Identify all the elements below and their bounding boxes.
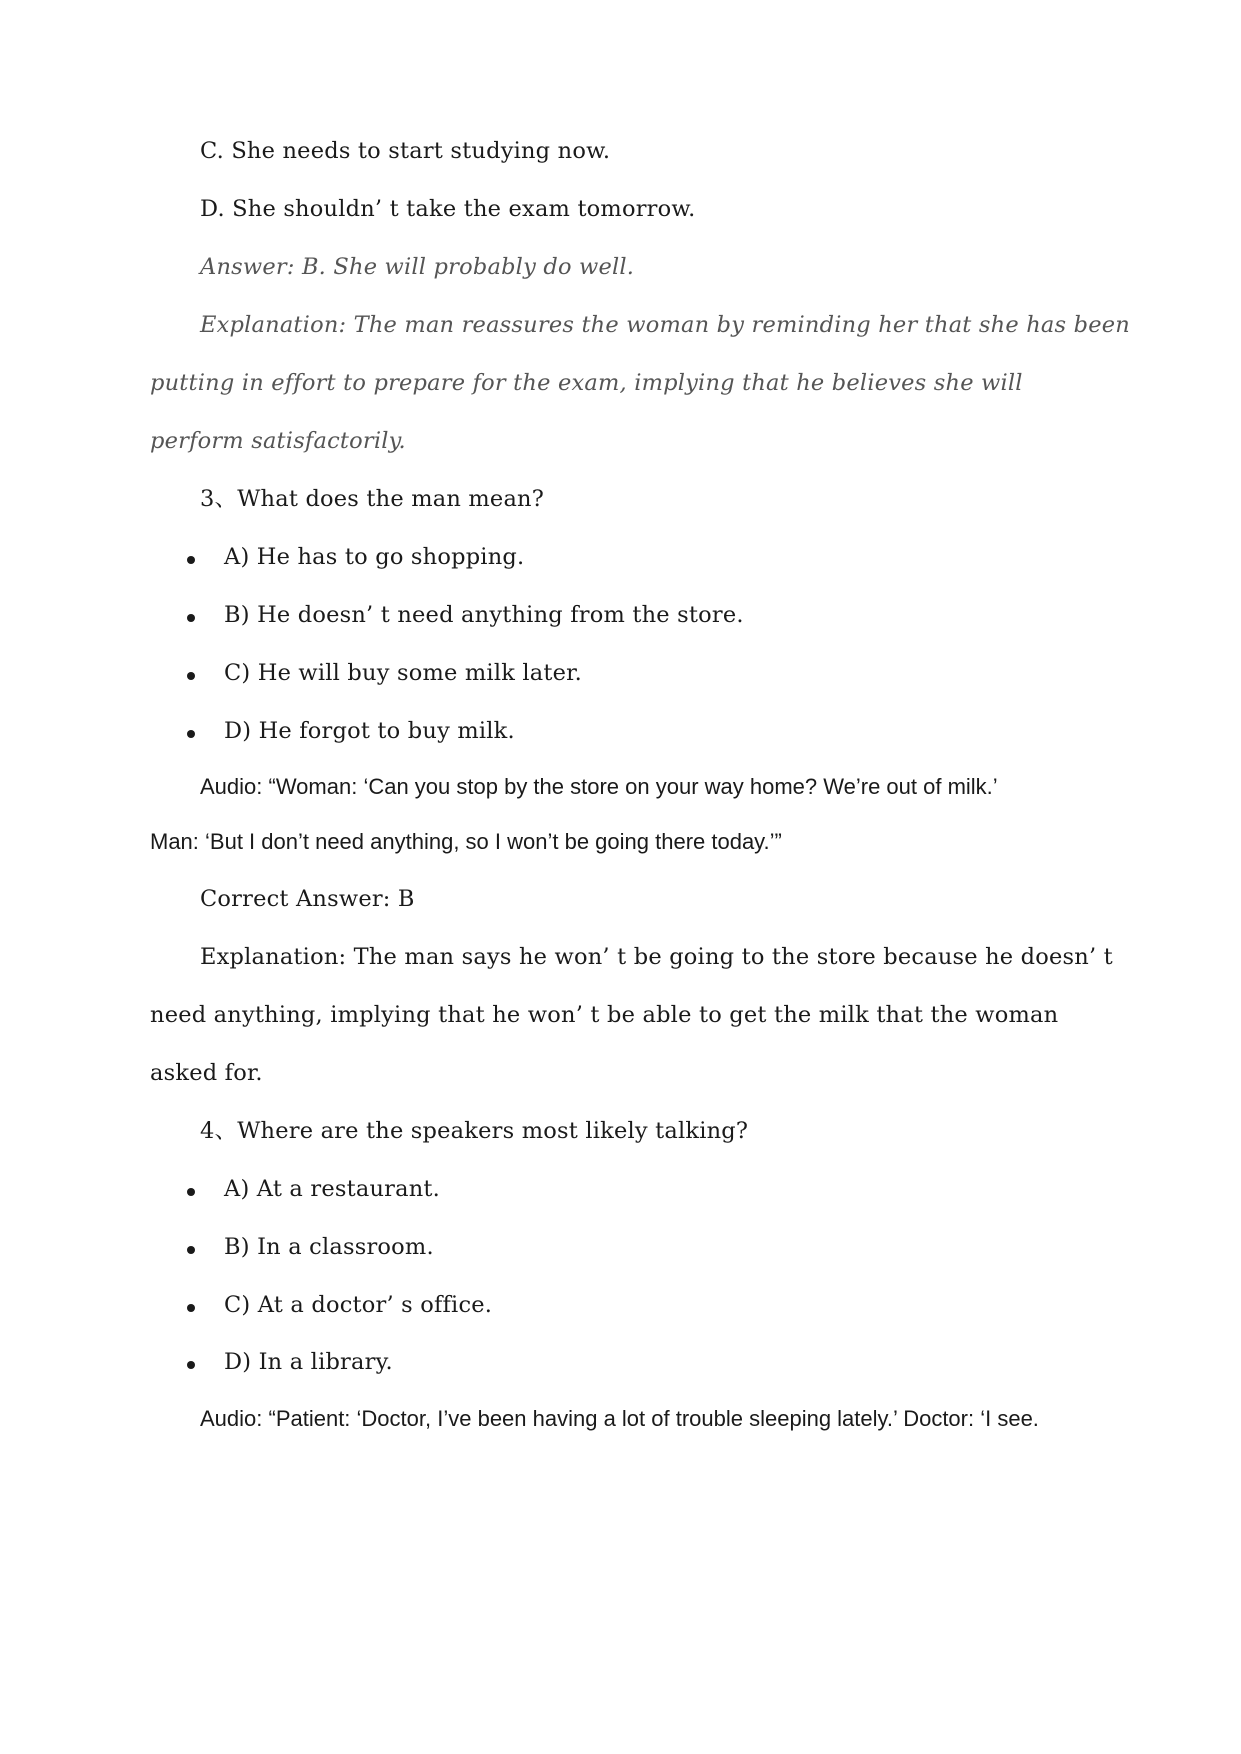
q2-explanation-line-3: perform satisfactorily. (150, 428, 406, 454)
q2-option-c: C. She needs to start studying now. (200, 138, 611, 164)
q4-option-d: D) In a library. (224, 1349, 393, 1375)
bullet-icon (187, 1246, 195, 1254)
q3-option-d: D) He forgot to buy milk. (224, 718, 515, 744)
q3-explanation-line-2: need anything, implying that he won’ t be able to get the milk that the woman (150, 1002, 1059, 1028)
q4-question: 4、Where are the speakers most likely talking? (200, 1118, 749, 1144)
q3-audio-line-2: Man: ‘But I don’t need anything, so I won’t be going there today.’” (150, 829, 782, 854)
q2-explanation-line-1: Explanation: The man reassures the woman by reminding her that she has been (200, 312, 1130, 338)
q3-explanation-line-1: Explanation: The man says he won’ t be going to the store because he doesn’ t (200, 944, 1113, 970)
bullet-icon (187, 614, 195, 622)
q4-audio-line-1: Audio: “Patient: ‘Doctor, I’ve been having a lot of trouble sleeping lately.’ Doctor: ‘I see. (200, 1406, 1039, 1431)
q4-option-c: C) At a doctor’ s office. (224, 1292, 493, 1318)
q4-option-b: B) In a classroom. (224, 1234, 434, 1260)
q3-option-c: C) He will buy some milk later. (224, 660, 583, 686)
q3-option-b: B) He doesn’ t need anything from the store. (224, 602, 744, 628)
q4-option-a: A) At a restaurant. (224, 1176, 441, 1202)
bullet-icon (187, 1304, 195, 1312)
bullet-icon (187, 1361, 195, 1369)
q2-answer: Answer: B. She will probably do well. (200, 254, 635, 280)
bullet-icon (187, 556, 195, 564)
bullet-icon (187, 730, 195, 738)
q3-audio-line-1: Audio: “Woman: ‘Can you stop by the store on your way home? We’re out of milk.’ (200, 774, 998, 799)
q2-explanation-line-2: putting in effort to prepare for the exam, implying that he believes she will (150, 370, 1023, 396)
q3-correct-answer: Correct Answer: B (200, 886, 415, 912)
bullet-icon (187, 1188, 195, 1196)
q3-explanation-line-3: asked for. (150, 1060, 263, 1086)
q2-option-d: D. She shouldn’ t take the exam tomorrow. (200, 196, 696, 222)
q3-option-a: A) He has to go shopping. (224, 544, 525, 570)
q3-question: 3、What does the man mean? (200, 486, 545, 512)
bullet-icon (187, 672, 195, 680)
